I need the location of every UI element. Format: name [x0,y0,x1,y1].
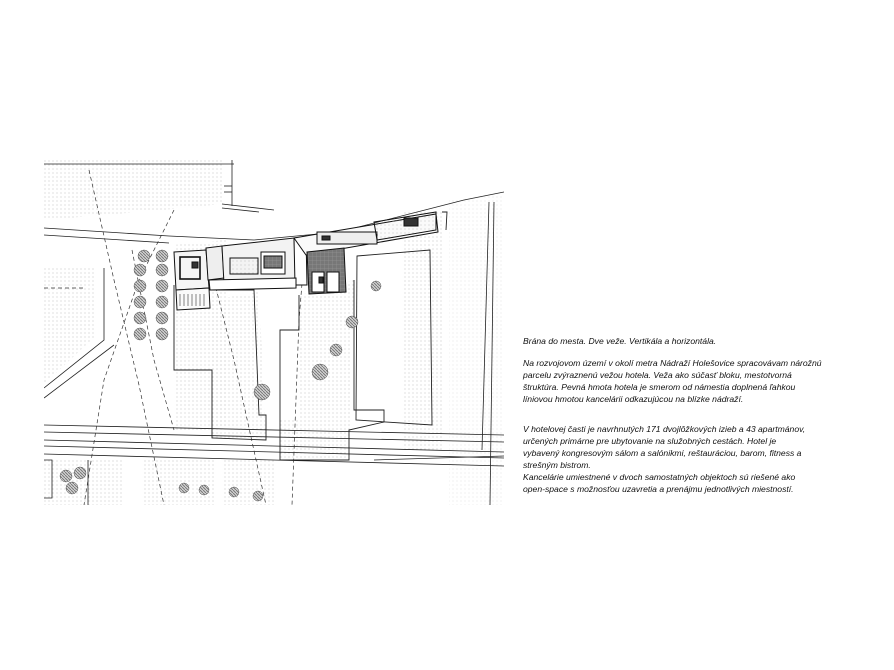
site-plan-drawing [44,160,504,505]
tree-icon [134,280,146,292]
tree-icon [254,384,270,400]
tree-icon [138,250,150,262]
description-title: Brána do mesta. Dve veže. Vertikála a horizontála. [523,336,717,346]
tree-icon [156,250,168,262]
site-plan [44,160,504,505]
tree-icon [156,280,168,292]
tree-icon [134,328,146,340]
tree-icon [346,316,358,328]
tree-icon [66,482,78,494]
tree-icon [330,344,342,356]
tree-icon [229,487,239,497]
project-description [523,335,863,495]
tree-icon [74,467,86,479]
tree-icon [156,328,168,340]
tree-icon [199,485,209,495]
tree-icon [60,470,72,482]
tree-icon [312,364,328,380]
tree-icon [371,281,381,291]
tree-icon [156,312,168,324]
tree-icon [134,312,146,324]
tree-icon [156,296,168,308]
description-paragraph-2: V hotelovej časti je navrhnutých 171 dvojlôžkových izieb a 43 apartmánov, určených primárne pre ubytovanie na služobných cestách. Hotel je vybavený kongresovým sálom a salónikmi, reštauráciou, barom, fitness a strešným bistrom. [523,424,806,470]
description-paragraph-3: Kancelárie umiestnené v dvoch samostatných objektoch sú riešené ako open-space s možnosťou uzavretia a prenájmu jednotlivých miestností. [523,472,796,494]
tree-icon [156,264,168,276]
tree-icon [134,296,146,308]
description-paragraph-1: Na rozvojovom území v okolí metra Nádraží Holešovice spracovávam nárožnú parcelu zvýraznenú vežou hotela. Veža ako súčasť bloku, mestotvorná štruktúra. Pevná hmota hotela je smerom od námestia doplnená ľahkou líniovou hmotou kancelárii odkazujúcou na blízke nádraží. [523,358,822,404]
tree-icon [253,491,263,501]
tree-icon [134,264,146,276]
tree-icon [179,483,189,493]
